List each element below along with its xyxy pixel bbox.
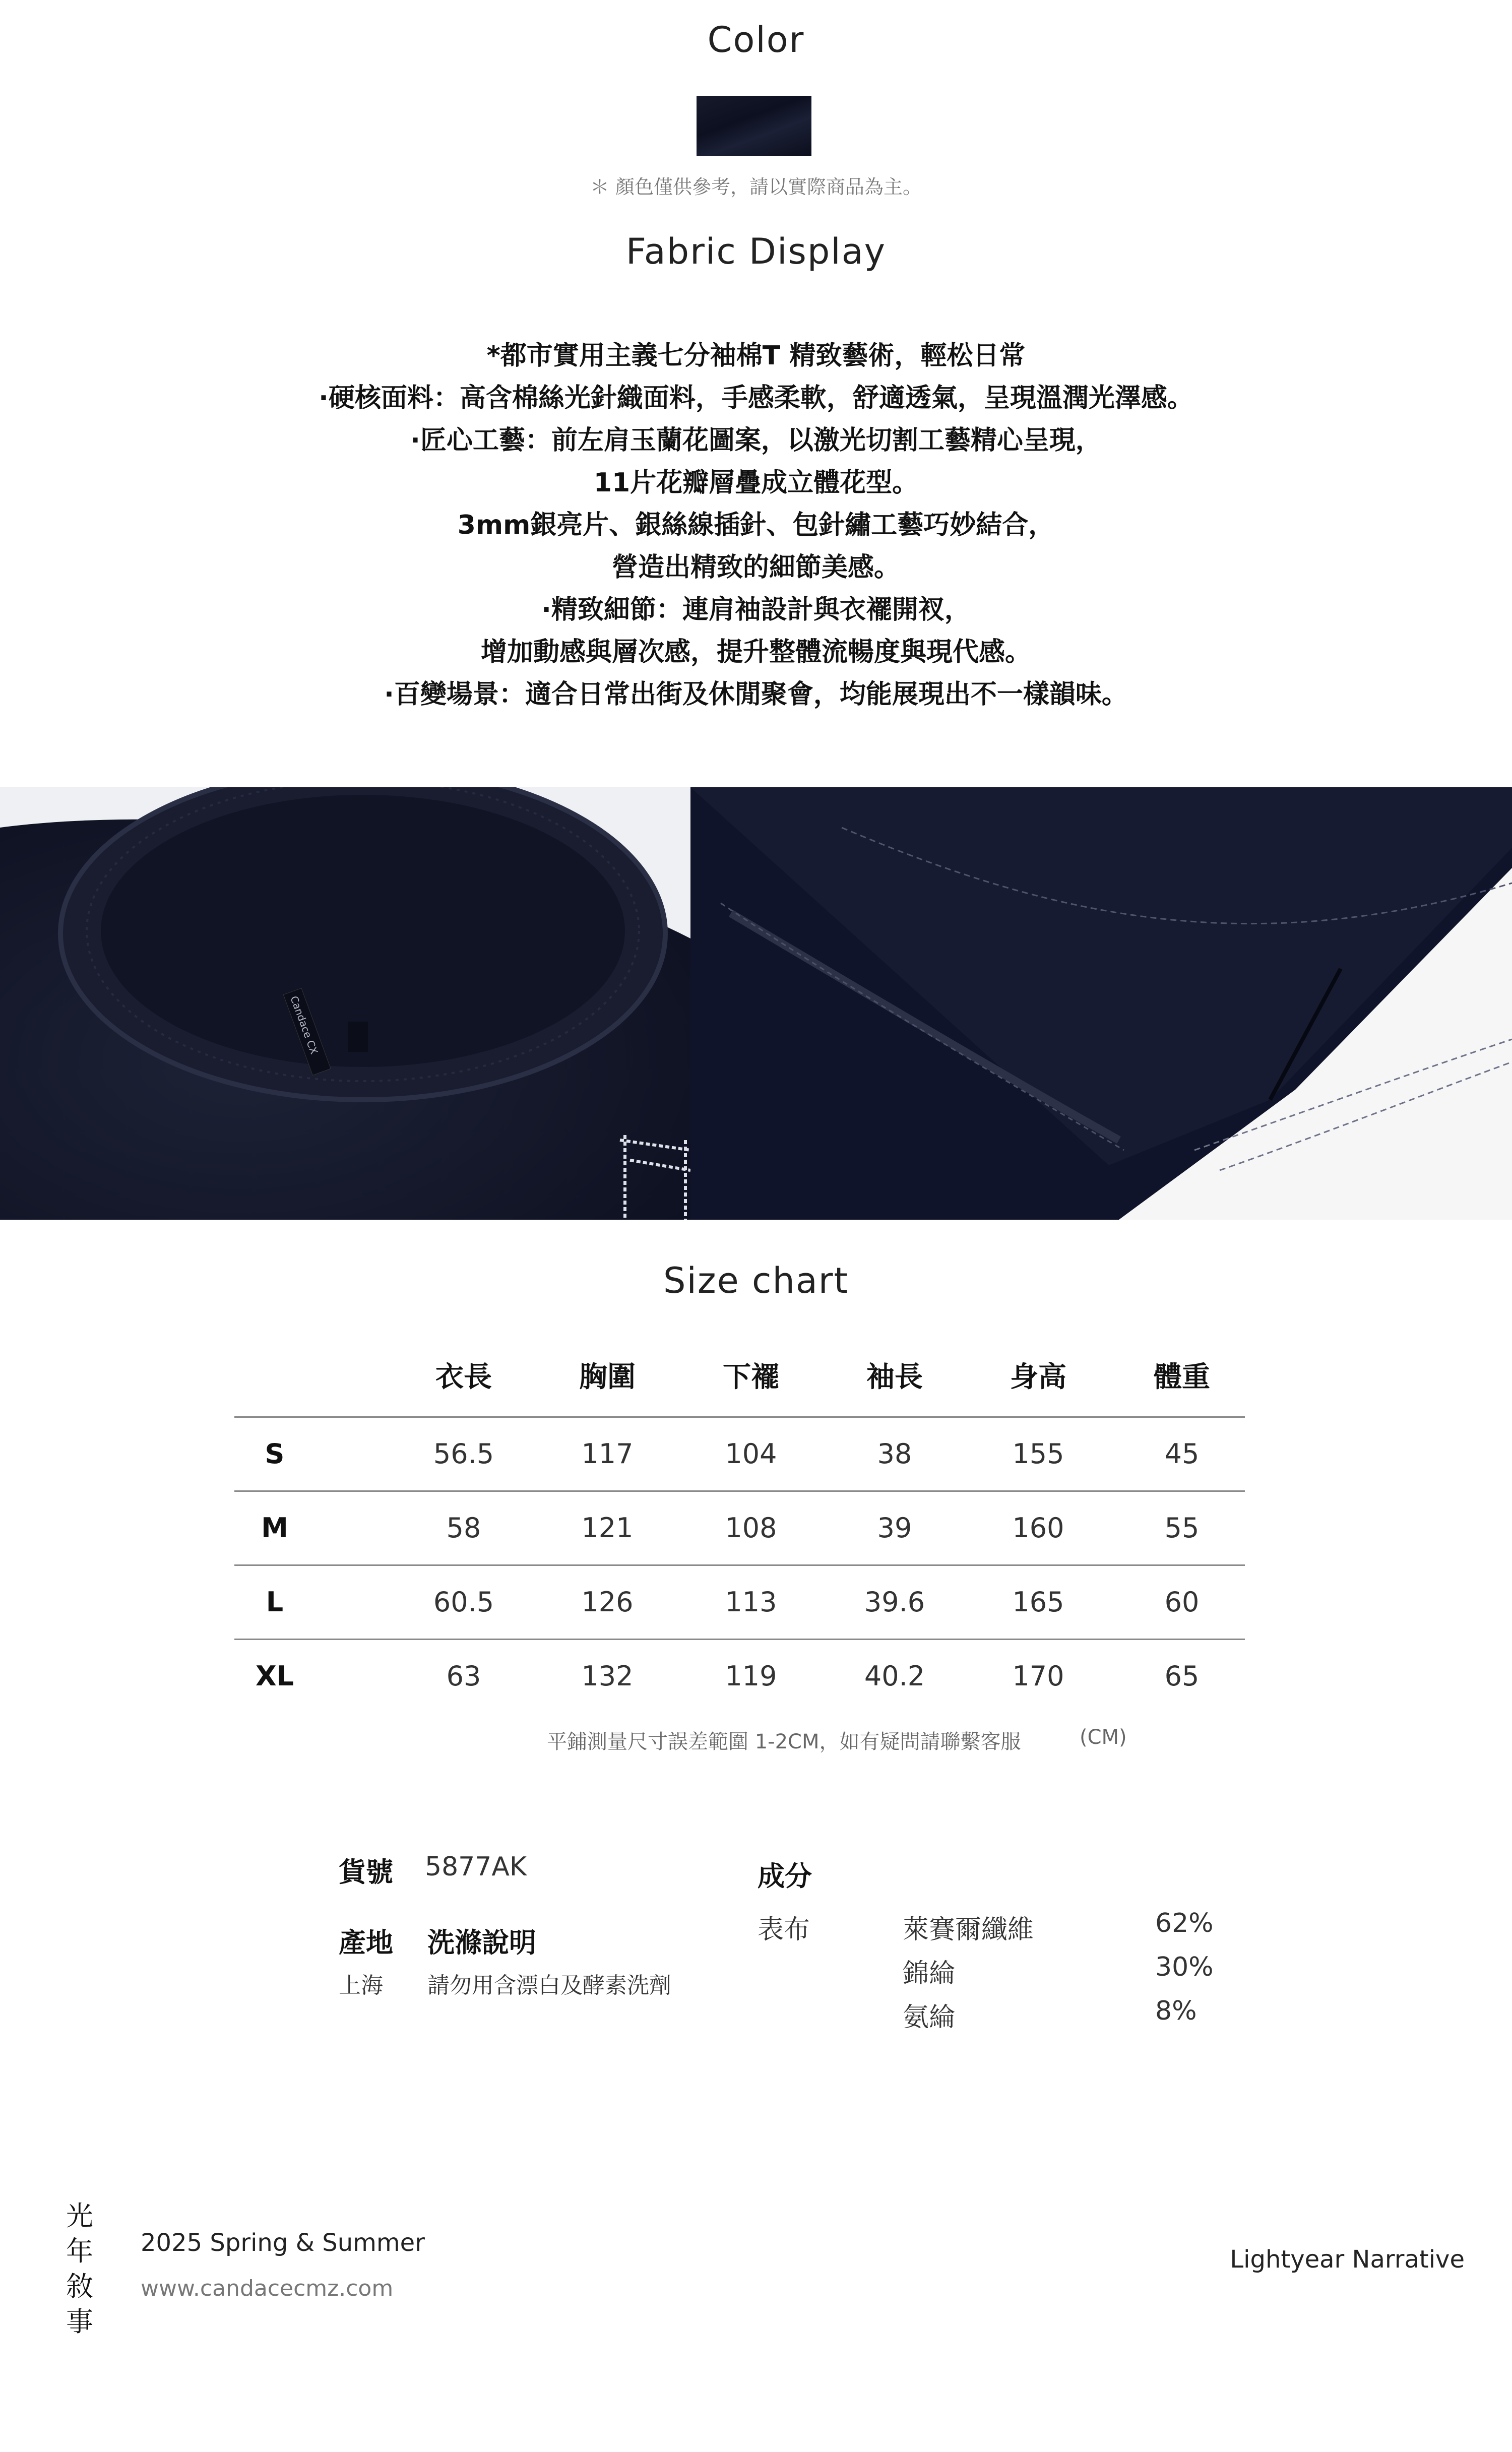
fabric-line: 營造出精致的細節美感。 xyxy=(611,552,900,583)
brand-char: 敘 xyxy=(66,2271,93,2302)
col-header: 胸圍 xyxy=(579,1361,636,1394)
col-header: 身高 xyxy=(1010,1361,1066,1394)
composition-label: 成分 xyxy=(758,1860,812,1892)
table-cell: 55 xyxy=(1164,1512,1200,1544)
table-row xyxy=(234,1490,1245,1564)
table-cell: 40.2 xyxy=(864,1660,925,1692)
material-name: 萊賽爾纖維 xyxy=(903,1915,1034,1945)
size-chart-title: Size chart xyxy=(663,1260,849,1301)
fabric-line: ·百變場景：適合日常出街及休閒聚會，均能展現出不一樣韻味。 xyxy=(384,679,1128,710)
brand-en: Lightyear Narrative xyxy=(1230,2245,1465,2274)
table-cell: 65 xyxy=(1164,1660,1200,1692)
size-label: S xyxy=(265,1438,285,1470)
table-cell: 60.5 xyxy=(433,1586,494,1618)
fabric-line: *都市實用主義七分袖棉T 精致藝術，輕松日常 xyxy=(486,341,1026,371)
table-cell: 165 xyxy=(1012,1586,1064,1618)
table-cell: 60 xyxy=(1164,1586,1200,1618)
table-cell: 63 xyxy=(446,1660,481,1692)
size-label: L xyxy=(266,1586,284,1618)
table-cell: 119 xyxy=(725,1660,777,1692)
table-cell: 104 xyxy=(725,1438,777,1470)
origin-value: 上海 xyxy=(339,1973,383,1998)
table-row xyxy=(234,1416,1245,1490)
table-cell: 132 xyxy=(581,1660,634,1692)
table-cell: 155 xyxy=(1012,1438,1064,1470)
col-header: 體重 xyxy=(1154,1361,1210,1394)
size-table xyxy=(234,1341,1245,1713)
material-pct: 62% xyxy=(1155,1908,1214,1938)
fabric-line: ·匠心工藝：前左肩玉蘭花圖案，以激光切割工藝精心呈現， xyxy=(410,425,1102,456)
size-unit: (CM) xyxy=(1080,1726,1127,1749)
fabric-line: 3mm銀亮片、銀絲線插針、包針繡工藝巧妙結合， xyxy=(457,510,1055,540)
size-note: 平鋪測量尺寸誤差範圍 1-2CM，如有疑問請聯繫客服 xyxy=(547,1730,1021,1753)
table-cell: 38 xyxy=(877,1438,912,1470)
fabric-line: 增加動感與層次感，提升整體流暢度與現代感。 xyxy=(480,637,1031,667)
table-cell: 39 xyxy=(877,1512,912,1544)
material-pct: 30% xyxy=(1155,1952,1214,1982)
col-header: 衣長 xyxy=(435,1361,492,1394)
material-pct: 8% xyxy=(1155,1996,1197,2026)
fabric-line: ·硬核面料：高含棉絲光針織面料，手感柔軟，舒適透氣，呈現溫潤光澤感。 xyxy=(319,383,1193,413)
brand-char: 光 xyxy=(66,2200,93,2232)
color-swatch-navy[interactable] xyxy=(697,96,811,156)
table-cell: 170 xyxy=(1012,1660,1064,1692)
fabric-description xyxy=(0,335,1512,716)
fabric-label: 表布 xyxy=(758,1915,810,1945)
table-cell: 121 xyxy=(581,1512,634,1544)
table-cell: 45 xyxy=(1164,1438,1200,1470)
label-brand-text: Candace CX xyxy=(288,994,321,1056)
origin-label: 產地 xyxy=(339,1927,393,1959)
care-value: 請勿用含漂白及酵素洗劑 xyxy=(427,1973,671,1998)
item-no-label: 貨號 xyxy=(339,1856,393,1888)
table-cell: 160 xyxy=(1012,1512,1064,1544)
color-note: ＊ 顏色僅供參考，請以實際商品為主。 xyxy=(590,176,922,198)
table-cell: 117 xyxy=(581,1438,634,1470)
fabric-line: 11片花瓣層疊成立體花型。 xyxy=(593,468,919,498)
table-cell: 39.6 xyxy=(864,1586,925,1618)
website-link[interactable]: www.candacecmz.com xyxy=(141,2276,394,2301)
brand-char: 事 xyxy=(66,2306,93,2338)
size-table-header xyxy=(234,1341,1245,1416)
col-header: 下襬 xyxy=(723,1361,779,1394)
table-row xyxy=(234,1564,1245,1639)
table-cell: 108 xyxy=(725,1512,777,1544)
season-text: 2025 Spring & Summer xyxy=(141,2229,425,2257)
hem-slit-detail-photo xyxy=(690,787,1512,1220)
table-cell: 58 xyxy=(446,1512,481,1544)
col-header: 袖長 xyxy=(866,1361,923,1394)
collar-detail-photo xyxy=(0,787,690,1220)
table-cell: 113 xyxy=(725,1586,777,1618)
color-title: Color xyxy=(707,19,805,60)
item-no-value: 5877AK xyxy=(425,1852,527,1882)
brand-char: 年 xyxy=(66,2235,93,2267)
care-label: 洗滌說明 xyxy=(427,1927,536,1959)
table-cell: 126 xyxy=(581,1586,634,1618)
brand-vertical-cn xyxy=(65,2198,95,2340)
size-label: XL xyxy=(255,1660,294,1692)
size-label: M xyxy=(261,1512,288,1544)
table-row xyxy=(234,1639,1245,1713)
material-name: 氨綸 xyxy=(903,2002,956,2033)
fabric-title: Fabric Display xyxy=(625,231,887,272)
fabric-line: ·精致細節：連肩袖設計與衣襬開衩， xyxy=(541,595,971,625)
table-cell: 56.5 xyxy=(433,1438,494,1470)
material-name: 錦綸 xyxy=(903,1959,956,1989)
